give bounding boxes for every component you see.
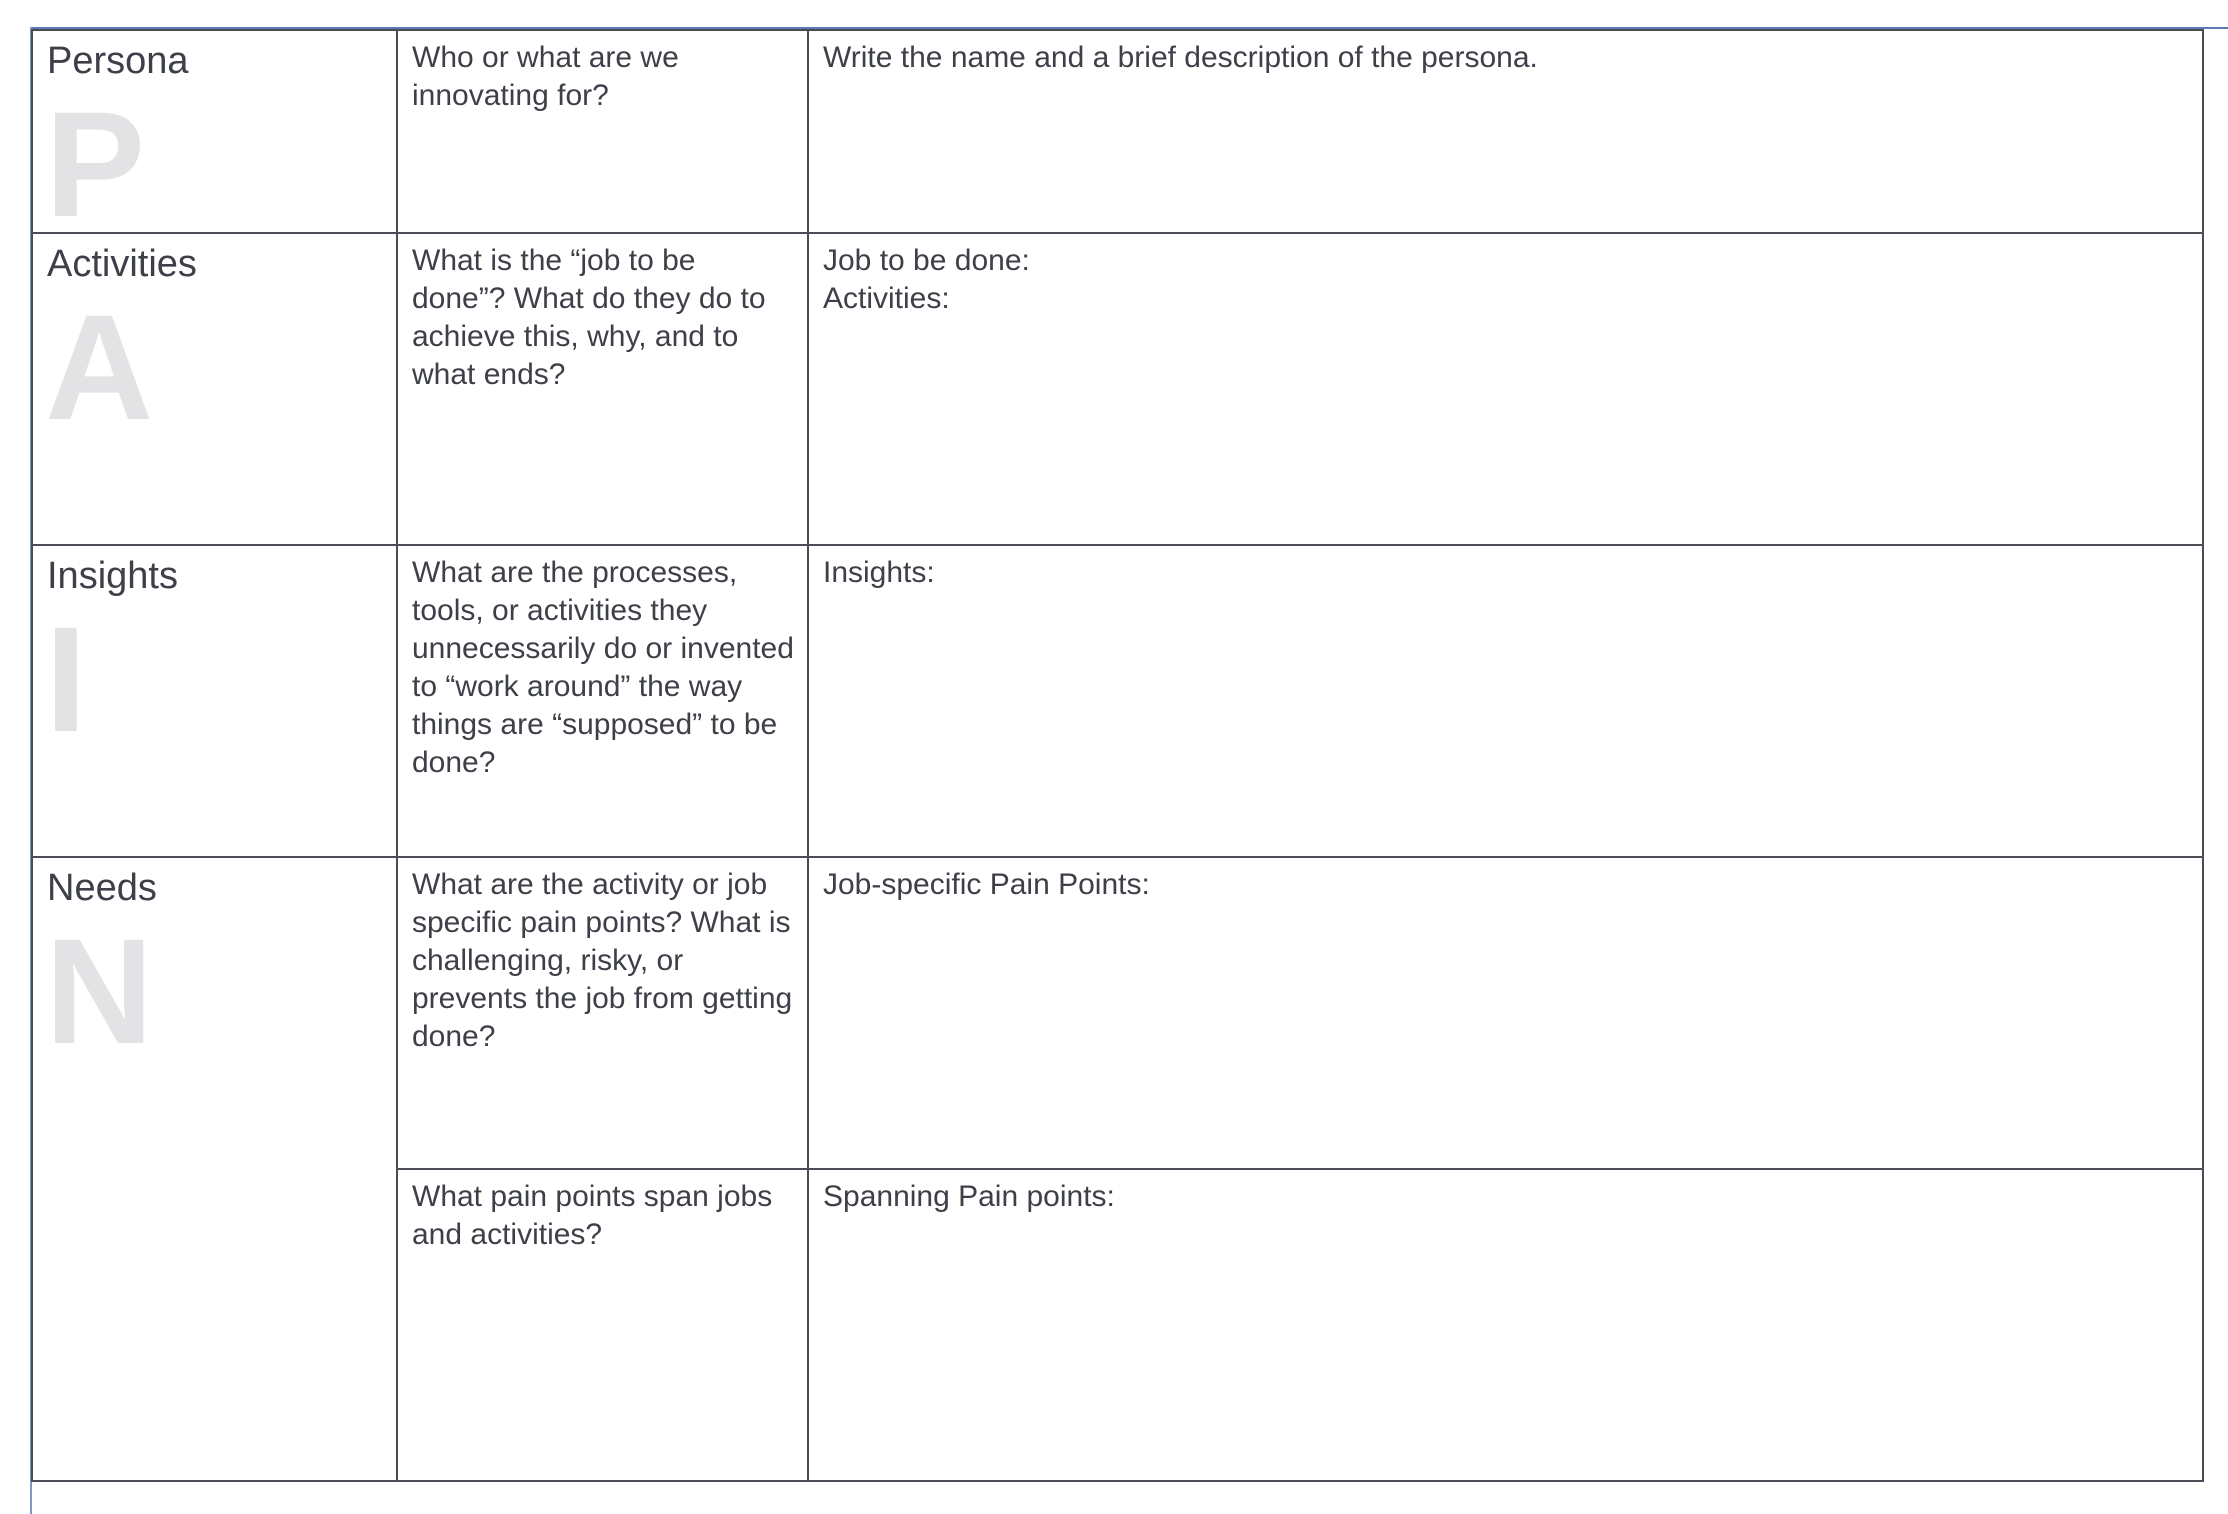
- needs-answer-spanning[interactable]: [809, 1170, 2202, 1216]
- persona-letter: P: [45, 80, 146, 248]
- insights-answer[interactable]: [809, 546, 2202, 592]
- needs-prompt-job-specific: What are the activity or job specific pain points? What is challenging, risky, or prevents the job from getting done?: [412, 868, 793, 1053]
- needs-prompt-spanning: What pain points span jobs and activities?: [412, 1180, 773, 1251]
- persona-answer-cell[interactable]: [808, 30, 2203, 233]
- activities-prompt-cell: [397, 233, 808, 545]
- activities-prompt: What is the “job to be done”? What do they do to achieve this, why, and to what ends?: [412, 244, 766, 391]
- insights-label: Insights: [47, 555, 178, 597]
- row-activities: [32, 233, 2203, 545]
- activities-answer-label: Activities:: [823, 282, 950, 315]
- needs-letter: N: [45, 907, 154, 1075]
- needs-answer-job-specific[interactable]: [809, 858, 2202, 904]
- needs-prompt-a-cell: [397, 857, 808, 1169]
- job-to-be-done-label: Job to be done:: [823, 244, 1030, 277]
- persona-prompt-cell: [397, 30, 808, 233]
- insights-letter: I: [45, 595, 87, 763]
- insights-prompt-cell: [397, 545, 808, 857]
- insights-answer-label: Insights:: [823, 556, 935, 589]
- insights-label-cell: [32, 545, 397, 857]
- row-insights: [32, 545, 2203, 857]
- row-persona: [32, 30, 2203, 233]
- persona-label-cell: [32, 30, 397, 248]
- persona-label: Persona: [47, 40, 189, 82]
- activities-answer[interactable]: [809, 234, 2202, 318]
- needs-label-cell: [32, 857, 397, 1481]
- spanning-pain-points-label: Spanning Pain points:: [823, 1180, 1115, 1213]
- needs-prompt-b-cell: [397, 1169, 808, 1481]
- persona-answer-line: Write the name and a brief description of the persona.: [823, 41, 1538, 74]
- activities-label: Activities: [47, 243, 197, 285]
- needs-label: Needs: [47, 867, 157, 909]
- needs-answer-a-cell[interactable]: [808, 857, 2203, 1169]
- persona-answer[interactable]: [809, 31, 2202, 77]
- pain-template-table: [31, 29, 2204, 1482]
- job-specific-pain-points-label: Job-specific Pain Points:: [823, 868, 1150, 901]
- activities-answer-cell[interactable]: [808, 233, 2203, 545]
- insights-prompt: What are the processes, tools, or activities they unnecessarily do or invented to “work around” the way things are “supposed” to be done?: [412, 556, 794, 779]
- activities-letter: A: [45, 283, 154, 451]
- persona-prompt: Who or what are we innovating for?: [412, 41, 679, 112]
- row-needs-job-specific: [32, 857, 2203, 1169]
- insights-answer-cell[interactable]: [808, 545, 2203, 857]
- needs-answer-b-cell[interactable]: [808, 1169, 2203, 1481]
- activities-label-cell: [32, 233, 397, 545]
